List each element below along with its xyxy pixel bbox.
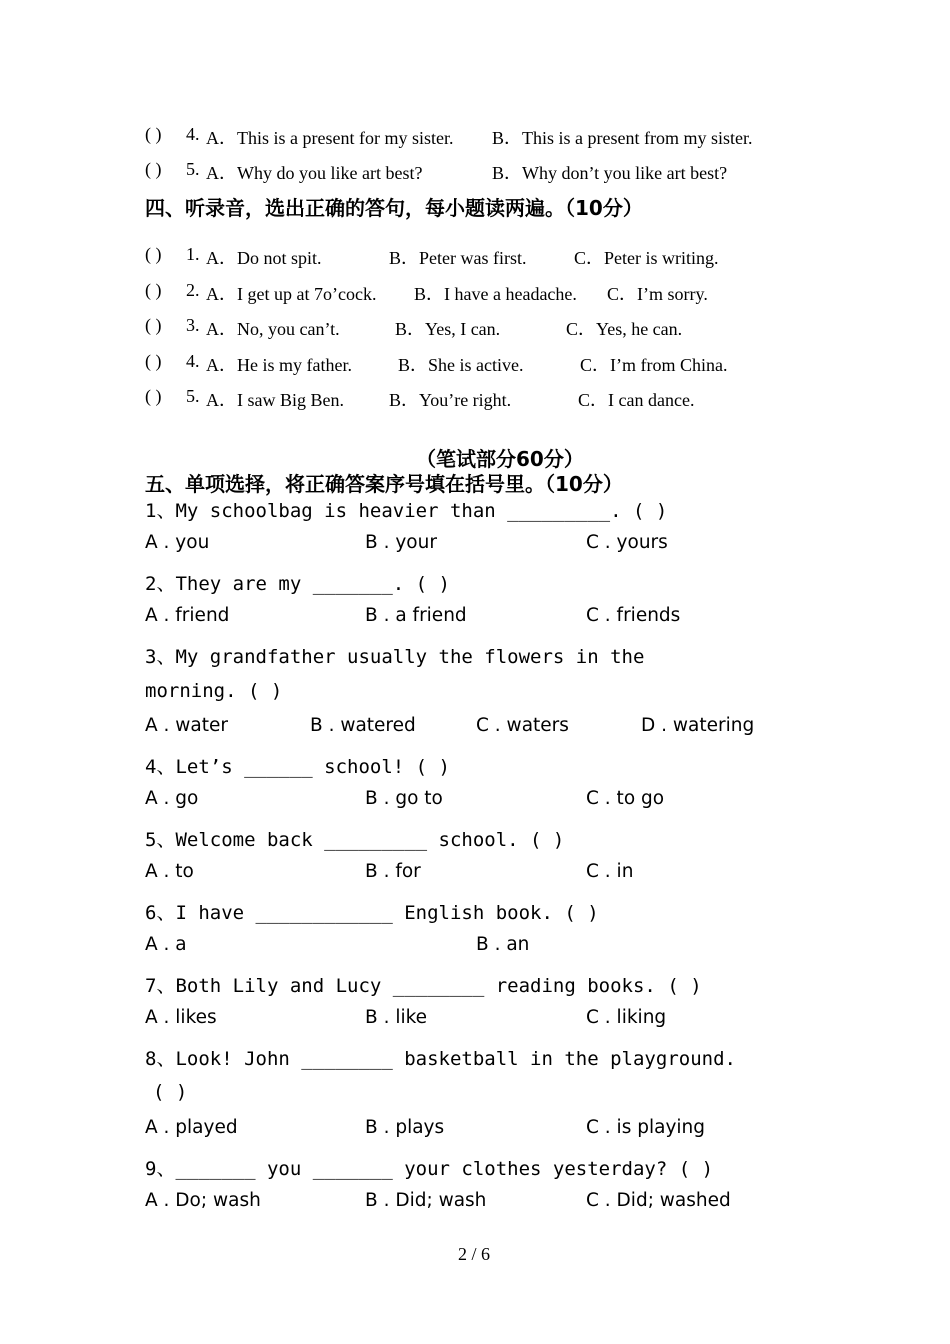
- option-b[interactable]: B . for: [365, 861, 421, 882]
- question-text-line-2[interactable]: ( ): [153, 1081, 188, 1103]
- question-text: 9、_______ you _______ your clothes yesterday? ( ): [145, 1158, 714, 1180]
- question-number: 4.: [186, 351, 200, 371]
- question-text-line-1: 3、My grandfather usually the flowers in the: [145, 646, 645, 668]
- answer-paren[interactable]: ( ): [145, 159, 162, 179]
- question-text: 1、My schoolbag is heavier than _________. ( ): [145, 500, 668, 522]
- option-c[interactable]: C . in: [586, 861, 634, 882]
- answer-paren[interactable]: ( ): [145, 280, 162, 300]
- option-a: A．Why do you like art best?: [206, 163, 423, 183]
- question-number: 5.: [186, 159, 200, 179]
- option-a[interactable]: A . likes: [145, 1007, 217, 1028]
- question-number: 3.: [186, 315, 200, 335]
- page-number: 2 / 6: [458, 1244, 491, 1264]
- option-c[interactable]: C . waters: [476, 715, 569, 736]
- option-b: B．You’re right.: [389, 390, 512, 410]
- option-c[interactable]: C . Did; washed: [586, 1190, 731, 1211]
- option-a[interactable]: A . you: [145, 532, 210, 553]
- option-a[interactable]: A . Do; wash: [145, 1190, 261, 1211]
- answer-paren[interactable]: ( ): [145, 124, 162, 144]
- option-a: A．He is my father.: [206, 355, 352, 375]
- written-part-title: （笔试部分60分）: [416, 447, 584, 471]
- option-d[interactable]: D . watering: [641, 715, 755, 736]
- option-c: C．Yes, he can.: [566, 319, 683, 339]
- option-b[interactable]: B . an: [476, 934, 530, 955]
- question-text: 2、They are my _______. ( ): [145, 573, 450, 595]
- option-a: A．No, you can’t.: [206, 319, 340, 339]
- option-c: C．I’m from China.: [580, 355, 728, 375]
- option-b: B．Yes, I can.: [395, 319, 501, 339]
- option-c[interactable]: C . yours: [586, 532, 668, 553]
- option-b[interactable]: B . go to: [365, 788, 443, 809]
- section-5-title: 五、单项选择，将正确答案序号填在括号里。（10分）: [145, 472, 623, 496]
- option-a: A．I saw Big Ben.: [206, 390, 344, 410]
- option-c[interactable]: C . to go: [586, 788, 665, 809]
- option-a: A．This is a present for my sister.: [206, 128, 454, 148]
- option-a[interactable]: A . played: [145, 1117, 238, 1138]
- question-text-line-2: morning. ( ): [145, 680, 283, 702]
- option-a[interactable]: A . a: [145, 934, 187, 955]
- answer-paren[interactable]: ( ): [145, 244, 162, 264]
- option-b: B．Why don’t you like art best?: [492, 163, 728, 183]
- question-number: 2.: [186, 280, 200, 300]
- option-a[interactable]: A . to: [145, 861, 194, 882]
- option-b[interactable]: B . like: [365, 1007, 428, 1028]
- option-a[interactable]: A . friend: [145, 605, 230, 626]
- option-a: A．I get up at 7o’cock.: [206, 284, 377, 304]
- question-number: 1.: [186, 244, 200, 264]
- answer-paren[interactable]: ( ): [145, 386, 162, 406]
- option-b[interactable]: B . your: [365, 532, 437, 553]
- option-c[interactable]: C . friends: [586, 605, 681, 626]
- option-b[interactable]: B . Did; wash: [365, 1190, 487, 1211]
- option-b[interactable]: B . watered: [310, 715, 416, 736]
- question-text: 5、Welcome back _________ school. ( ): [145, 829, 565, 851]
- option-b[interactable]: B . plays: [365, 1117, 445, 1138]
- option-a[interactable]: A . water: [145, 715, 229, 736]
- question-text: 4、Let’s ______ school! ( ): [145, 756, 450, 778]
- option-b: B．She is active.: [398, 355, 524, 375]
- option-c: C．I can dance.: [578, 390, 695, 410]
- option-b: B．Peter was first.: [389, 248, 527, 268]
- option-b: B．This is a present from my sister.: [492, 128, 753, 148]
- option-c: C．Peter is writing.: [574, 248, 719, 268]
- answer-paren[interactable]: ( ): [145, 315, 162, 335]
- answer-paren[interactable]: ( ): [145, 351, 162, 371]
- question-number: 4.: [186, 124, 200, 144]
- option-c[interactable]: C . is playing: [586, 1117, 705, 1138]
- option-a[interactable]: A . go: [145, 788, 199, 809]
- section-4-title: 四、听录音，选出正确的答句，每小题读两遍。（10分）: [145, 196, 643, 220]
- option-c: C．I’m sorry.: [607, 284, 708, 304]
- option-a: A．Do not spit.: [206, 248, 322, 268]
- question-text: 6、I have ____________ English book. ( ): [145, 902, 599, 924]
- question-text-line-1: 8、Look! John ________ basketball in the playground.: [145, 1048, 736, 1070]
- option-c[interactable]: C . liking: [586, 1007, 667, 1028]
- question-text: 7、Both Lily and Lucy ________ reading books. ( ): [145, 975, 702, 997]
- option-b[interactable]: B . a friend: [365, 605, 467, 626]
- question-number: 5.: [186, 386, 200, 406]
- option-b: B．I have a headache.: [414, 284, 577, 304]
